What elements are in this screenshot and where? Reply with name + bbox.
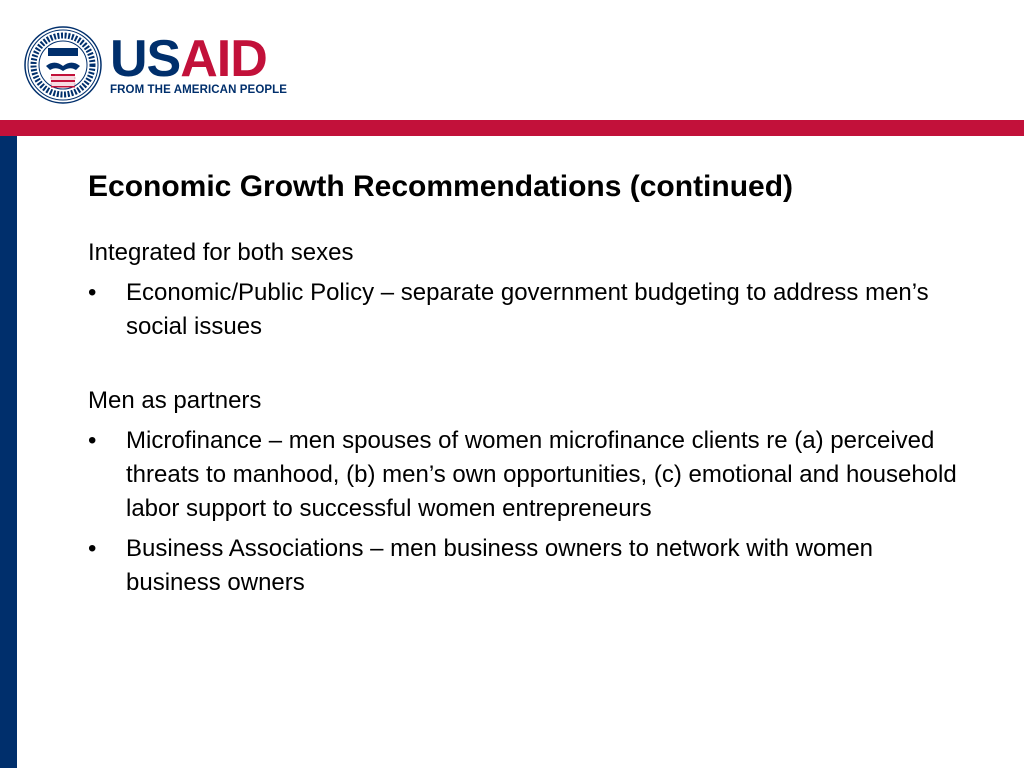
bullet-item [88,532,958,600]
wordmark-us: US [110,30,181,88]
bullet-list-integrated [88,276,958,344]
bullet-list-men-as-partners [88,424,958,600]
bullet-text: Microfinance – men spouses of women microfinance clients re (a) perceived threats to manhood, (b) men’s own opportunities, (c) emotional and household labor support to successful women entrepreneurs [126,427,957,522]
bullet-text: Economic/Public Policy – separate government budgeting to address men’s social issues [126,279,929,340]
section-heading-integrated: Integrated for both sexes [88,239,354,266]
header-red-bar [0,120,1024,136]
header [0,0,1024,120]
slide-title: Economic Growth Recommendations (continued) [88,170,794,203]
bullet-item [88,424,958,526]
usaid-wordmark [110,30,267,88]
bullet-text: Business Associations – men business owners to network with women business owners [126,535,874,596]
wordmark-aid: AID [180,30,267,88]
slide-body [88,236,958,606]
bullet-item [88,276,958,344]
section-heading-men-as-partners: Men as partners [88,387,262,414]
bullet-glyph: • [88,279,97,306]
spacer [88,350,958,384]
usaid-seal-logo [24,26,102,104]
left-blue-bar [0,136,17,768]
bullet-glyph: • [88,535,97,562]
bullet-glyph: • [88,427,97,454]
logo-tagline: FROM THE AMERICAN PEOPLE [110,84,288,96]
